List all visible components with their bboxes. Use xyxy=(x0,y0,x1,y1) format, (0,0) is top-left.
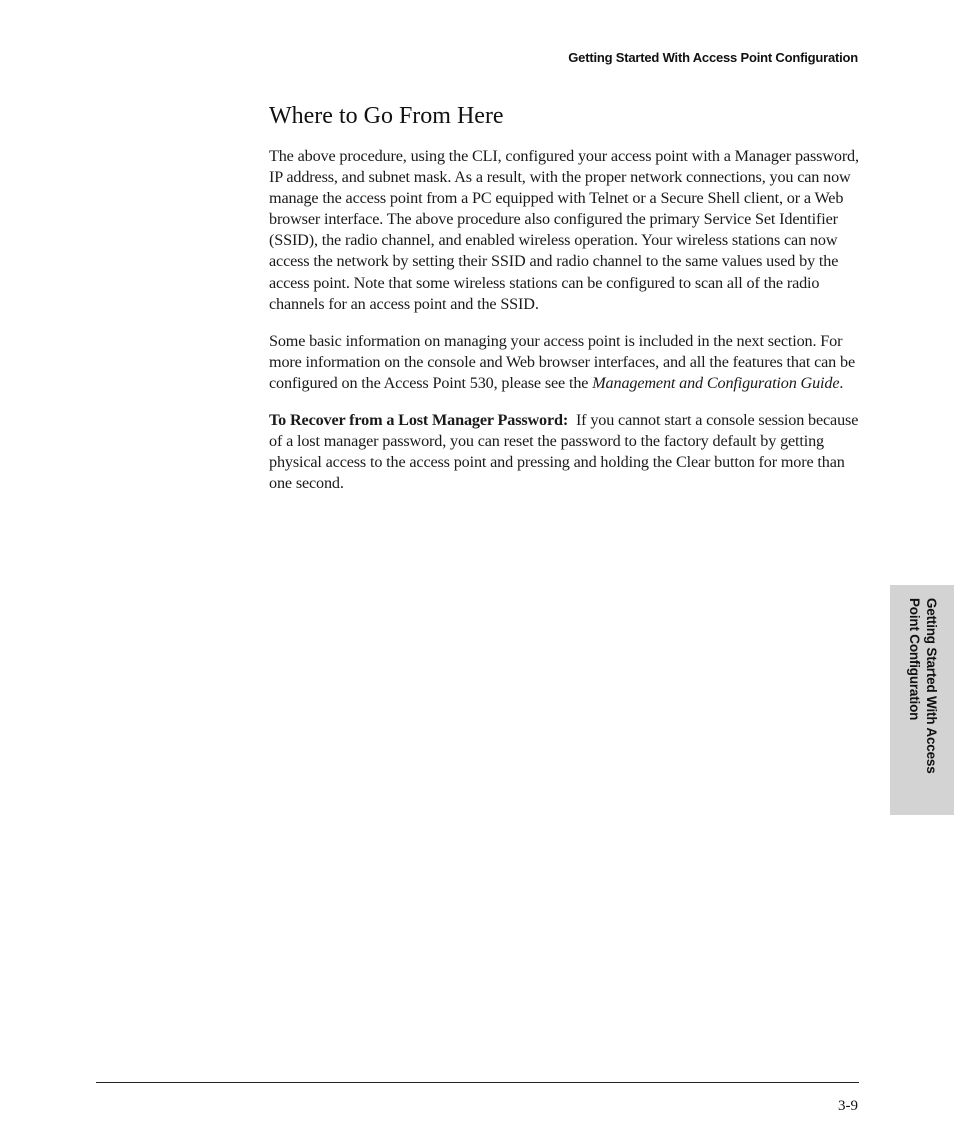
footer-divider xyxy=(96,1082,859,1083)
page-number: 3-9 xyxy=(838,1098,858,1114)
paragraph-more-information-text: Some basic information on managing your access point is included in the next section. For more information on the console and Web browser interfaces, and all the features that can be configured on the Access Point 530, please see the xyxy=(269,331,856,392)
paragraph-recover-password-text: If you cannot start a console session because of a lost manager password, you can reset the password to the factory default by getting physical access to the access point and pressing and holding the Clear button for more than one second. xyxy=(269,411,859,493)
chapter-side-tab-label xyxy=(906,598,940,774)
side-tab-line-1: Getting Started With Access xyxy=(924,598,939,774)
side-tab-line-2: Point Configuration xyxy=(907,598,922,721)
paragraph-more-information-end: . xyxy=(839,373,844,392)
paragraph-recover-password xyxy=(269,410,861,494)
paragraph-procedure-summary: The above procedure, using the CLI, configured your access point with a Manager password, IP address, and subnet mask. As a result, with the proper network connections, you can now manage the access point from a PC equipped with Telnet or a Secure Shell client, or a Web browser interface. The above procedure also configured the primary Service Set Identifier (SSID), the radio channel, and enabled wireless operation. Your wireless stations can now access the network by setting their SSID and radio channel to the same values used by the access point. Note that some wireless stations can be configured to scan all of the radio channels for an access point and the SSID. xyxy=(269,147,859,313)
main-content xyxy=(269,100,861,510)
run-in-heading: To Recover from a Lost Manager Password: xyxy=(269,411,569,430)
paragraph-more-information xyxy=(269,331,861,394)
section-title: Where to Go From Here xyxy=(269,103,504,129)
chapter-side-tab xyxy=(890,585,954,815)
running-header: Getting Started With Access Point Configuration xyxy=(568,50,858,65)
guide-title: Management and Configuration Guide xyxy=(592,373,840,392)
